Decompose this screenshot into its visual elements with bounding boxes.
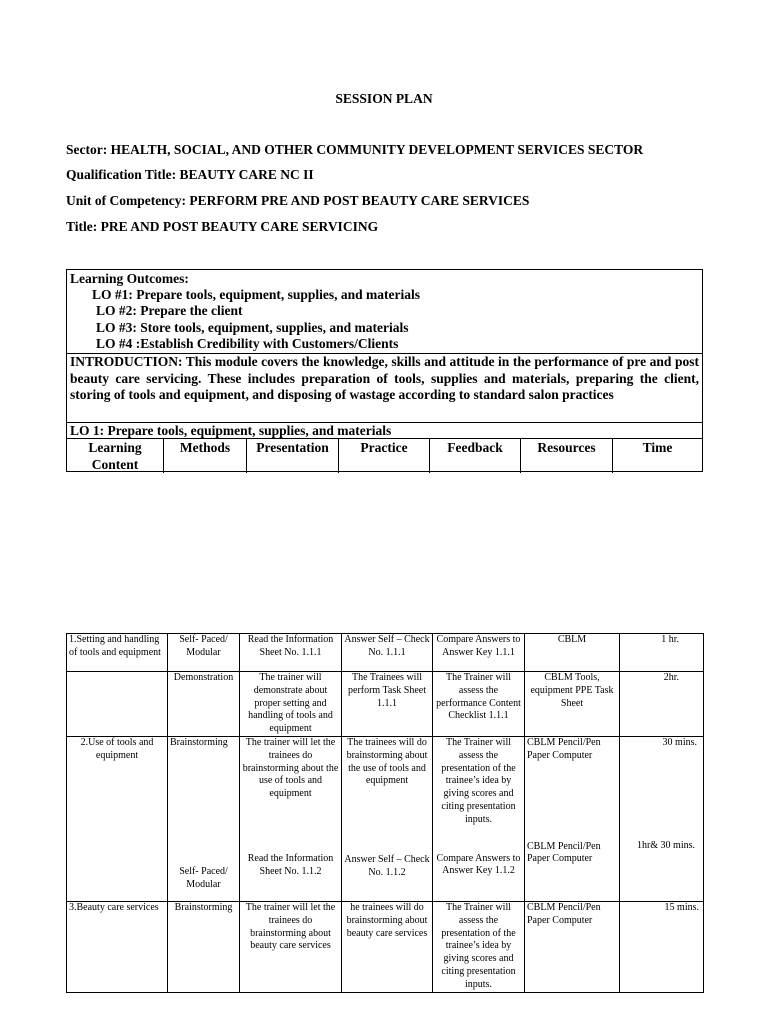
- column-header-row: [67, 438, 702, 473]
- feedback-value-secondary: Compare Answers to Answer Key 1.1.2: [436, 852, 521, 877]
- learning-outcome-item: LO #1: Prepare tools, equipment, supplies, and materials: [92, 287, 421, 302]
- feedback-value: The Trainer will assess the presentation of the trainee’s idea by giving scores and citing presentation inputs.: [441, 736, 516, 825]
- feedback-cell: Compare Answers to Answer Key 1.1.1: [433, 634, 525, 672]
- column-header: Resources: [521, 439, 613, 473]
- resources-cell: CBLM: [525, 634, 620, 672]
- column-header: Learning Content: [67, 439, 164, 473]
- presentation-cell: The trainer will demonstrate about proper setting and handling of tools and equipment: [240, 672, 342, 737]
- table-row: [67, 672, 704, 737]
- feedback-cell: The Trainer will assess the presentation of the trainee’s idea by giving scores and citing presentation inputs.: [433, 901, 525, 992]
- resources-value-secondary: CBLM Pencil/Pen Paper Computer: [527, 840, 601, 865]
- learning-content-cell: 2.Use of tools and equipment: [67, 736, 168, 901]
- learning-content-cell: 3.Beauty care services: [67, 901, 168, 992]
- feedback-cell: The Trainer will assess the performance Content Checklist 1.1.1: [433, 672, 525, 737]
- learning-outcome-item: LO #2: Prepare the client: [96, 303, 243, 318]
- column-header: Methods: [164, 439, 247, 473]
- feedback-cell: [433, 736, 525, 901]
- resources-cell: CBLM Tools, equipment PPE Task Sheet: [525, 672, 620, 737]
- methods-cell: Self- Paced/ Modular: [168, 634, 240, 672]
- learning-content-cell: [67, 672, 168, 737]
- methods-cell: Brainstorming: [168, 901, 240, 992]
- column-header: Feedback: [430, 439, 521, 473]
- practice-cell: The Trainees will perform Task Sheet 1.1.1: [342, 672, 433, 737]
- methods-cell: [168, 736, 240, 901]
- time-cell: 2hr.: [620, 672, 704, 737]
- resources-cell: [525, 736, 620, 901]
- methods-value-secondary: Self- Paced/ Modular: [179, 865, 228, 890]
- table-row: [67, 634, 704, 672]
- practice-cell: Answer Self – Check No. 1.1.1: [342, 634, 433, 672]
- practice-value: The trainees will do brainstorming about the use of tools and equipment: [346, 736, 428, 787]
- resources-value: CBLM Pencil/Pen Paper Computer: [527, 736, 601, 761]
- time-cell: 15 mins.: [620, 901, 704, 992]
- learning-content-cell: 1.Setting and handling of tools and equipment: [67, 634, 168, 672]
- time-value-secondary: 1hr& 30 mins.: [636, 839, 695, 851]
- column-header: Practice: [339, 439, 430, 473]
- column-header: Time: [642, 440, 673, 455]
- time-value: 30 mins.: [662, 736, 697, 748]
- resources-cell: CBLM Pencil/Pen Paper Computer: [525, 901, 620, 992]
- learning-outcomes-heading: Learning Outcomes:: [70, 271, 189, 286]
- presentation-value: The trainer will let the trainees do brainstorming about the use of tools and equipment: [242, 736, 339, 800]
- qualification-line: Qualification Title: BEAUTY CARE NC II: [66, 167, 314, 182]
- methods-value: Brainstorming: [170, 736, 228, 748]
- title-line: Title: PRE AND POST BEAUTY CARE SERVICING: [66, 219, 379, 234]
- practice-value-secondary: Answer Self – Check No. 1.1.2: [344, 854, 430, 878]
- page-title: SESSION PLAN: [335, 91, 433, 106]
- practice-cell: he trainees will do brainstorming about beauty care services: [342, 901, 433, 992]
- lo1-heading-row: [67, 422, 702, 439]
- practice-cell: [342, 736, 433, 901]
- time-cell: [620, 736, 704, 901]
- introduction-paragraph: INTRODUCTION: This module covers the knowledge, skills and attitude in the performance of pre and post beauty care servicing. These includes preparation of tools, supplies and materials, preparing the client, storing of tools and equipment, and disposing of wastage according to standard salon practices: [70, 354, 699, 402]
- learning-outcomes-box: [66, 269, 703, 472]
- learning-outcome-item: LO #3: Store tools, equipment, supplies, and materials: [96, 320, 409, 335]
- lo1-heading: LO 1: Prepare tools, equipment, supplies, and materials: [70, 423, 392, 438]
- presentation-value-secondary: Read the Information Sheet No. 1.1.2: [247, 852, 334, 877]
- time-cell: 1 hr.: [620, 634, 704, 672]
- learning-outcome-item: LO #4 :Establish Credibility with Customers/Clients: [96, 336, 399, 351]
- unit-of-competency-line: Unit of Competency: PERFORM PRE AND POST BEAUTY CARE SERVICES: [66, 193, 530, 208]
- presentation-cell: Read the Information Sheet No. 1.1.1: [240, 634, 342, 672]
- column-header: Presentation: [247, 439, 339, 473]
- presentation-cell: [240, 736, 342, 901]
- methods-cell: Demonstration: [168, 672, 240, 737]
- table-row: [67, 901, 704, 992]
- sector-line: Sector: HEALTH, SOCIAL, AND OTHER COMMUNITY DEVELOPMENT SERVICES SECTOR: [66, 142, 644, 157]
- presentation-cell: The trainer will let the trainees do brainstorming about beauty care services: [240, 901, 342, 992]
- schedule-table: [66, 633, 704, 993]
- table-row: [67, 736, 704, 901]
- learning-outcomes-section: [67, 270, 702, 354]
